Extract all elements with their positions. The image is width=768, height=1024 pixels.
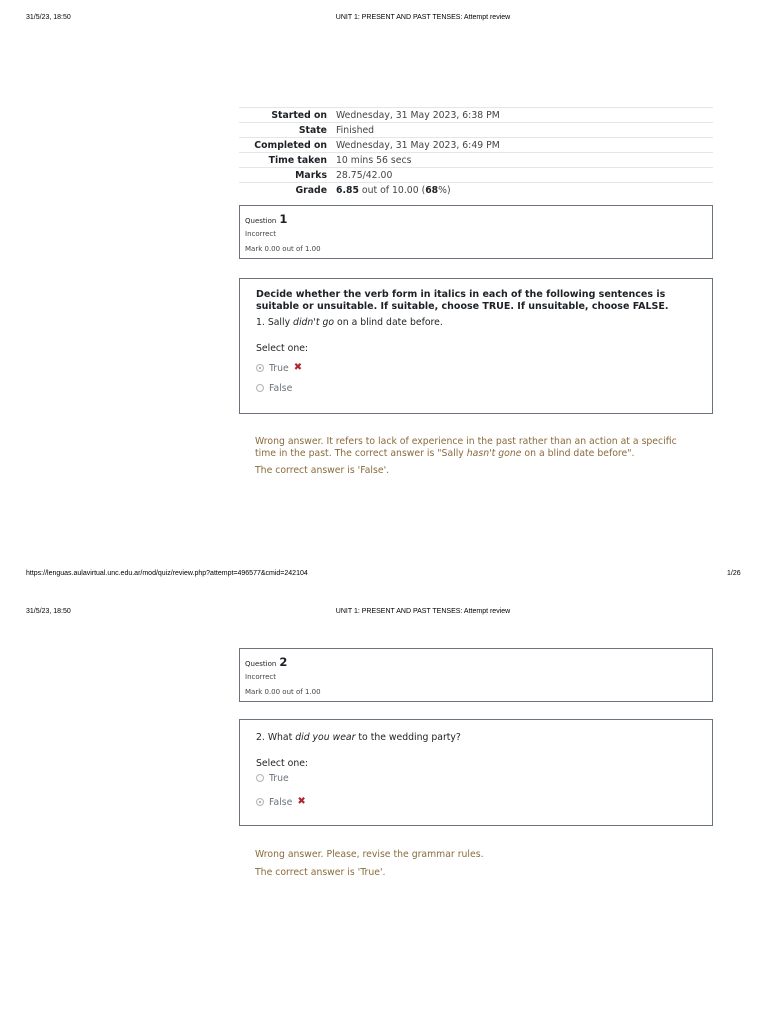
option-label: False xyxy=(269,382,293,394)
print-footer-url: https://lenguas.aulavirtual.unc.edu.ar/mod/quiz/review.php?attempt=496577&cmid=242104 xyxy=(26,570,308,577)
prompt-text: to the wedding party? xyxy=(355,732,461,743)
print-footer-page: 1/26 xyxy=(727,570,741,577)
question-prompt xyxy=(256,317,696,329)
summary-label: Marks xyxy=(295,169,327,181)
prompt-italic-verb: did you wear xyxy=(295,732,356,743)
summary-value: Finished xyxy=(336,124,375,136)
incorrect-x-icon: ✖ xyxy=(293,362,303,373)
incorrect-x-icon: ✖ xyxy=(297,796,306,807)
option-true[interactable] xyxy=(256,362,696,374)
question-2-content xyxy=(239,719,713,826)
option-label: False xyxy=(269,796,293,808)
option-label: True xyxy=(269,362,289,374)
radio-button-checked[interactable] xyxy=(256,798,264,806)
question-number-label xyxy=(245,212,707,226)
radio-button[interactable] xyxy=(256,774,264,782)
summary-label: Time taken xyxy=(268,154,327,166)
grade-score: 6.85 xyxy=(336,184,359,196)
question-1-info xyxy=(239,205,713,259)
summary-value: Wednesday, 31 May 2023, 6:49 PM xyxy=(336,139,500,151)
question-status: Incorrect xyxy=(245,673,277,681)
question-prompt xyxy=(256,732,696,744)
radio-button-checked[interactable] xyxy=(256,364,264,372)
question-number: 1 xyxy=(279,212,288,226)
feedback-text: Wrong answer. Please, revise the grammar rules. xyxy=(255,849,484,860)
feedback-text xyxy=(255,436,695,459)
select-one-label: Select one: xyxy=(256,758,309,769)
question-mark: Mark 0.00 out of 1.00 xyxy=(245,688,321,696)
summary-row-started-on xyxy=(239,108,713,123)
prompt-text: on a blind date before. xyxy=(334,317,443,328)
question-number-label xyxy=(245,655,707,669)
prompt-italic-verb: didn't go xyxy=(293,317,335,328)
print-header-title: UNIT 1: PRESENT AND PAST TENSES: Attempt review xyxy=(335,608,511,615)
print-header-datetime: 31/5/23, 18:50 xyxy=(26,14,71,21)
summary-row-state xyxy=(239,123,713,138)
summary-value: 10 mins 56 secs xyxy=(336,154,412,166)
grade-out-of: out of 10.00 ( xyxy=(358,184,426,196)
summary-row-grade xyxy=(239,183,713,197)
grade-value xyxy=(336,185,713,196)
option-true[interactable] xyxy=(256,772,696,784)
select-one-label: Select one: xyxy=(256,343,309,354)
summary-row-marks xyxy=(239,168,713,183)
feedback-part: on a blind date before". xyxy=(521,447,635,459)
question-status: Incorrect xyxy=(245,230,277,238)
question-2-info xyxy=(239,648,713,702)
print-header-datetime: 31/5/23, 18:50 xyxy=(26,608,71,615)
question-1-content xyxy=(239,278,713,414)
summary-label: Completed on xyxy=(254,139,327,151)
grade-percent: 68 xyxy=(425,184,439,196)
question-2-feedback xyxy=(255,849,695,878)
radio-button[interactable] xyxy=(256,384,264,392)
prompt-text: 1. Sally xyxy=(256,317,294,328)
summary-value: Wednesday, 31 May 2023, 6:38 PM xyxy=(336,109,500,121)
question-mark: Mark 0.00 out of 1.00 xyxy=(245,245,321,253)
summary-label: Grade xyxy=(295,184,327,196)
question-number: 2 xyxy=(279,655,288,669)
option-label: True xyxy=(269,772,289,784)
question-1-feedback xyxy=(255,436,695,477)
summary-row-time-taken xyxy=(239,153,713,168)
correct-answer-text: The correct answer is 'False'. xyxy=(255,465,390,476)
summary-label: Started on xyxy=(271,109,327,121)
print-header-title: UNIT 1: PRESENT AND PAST TENSES: Attempt review xyxy=(335,14,511,21)
feedback-part: Wrong answer. It refers to lack of experience in the past rather than an action at a specific time in the past. The correct answer is "Sally xyxy=(255,436,677,459)
summary-value: 28.75/42.00 xyxy=(336,169,393,181)
option-false[interactable] xyxy=(256,796,696,808)
option-false[interactable] xyxy=(256,382,696,394)
correct-answer-text: The correct answer is 'True'. xyxy=(255,866,386,878)
summary-label: State xyxy=(298,124,327,136)
feedback-italic: hasn't gone xyxy=(466,447,522,459)
question-instruction: Decide whether the verb form in italics in each of the following sentences is suitable or unsuitable. If suitable, choose TRUE. If unsuitable, choose FALSE. xyxy=(256,289,669,312)
question-label: Question xyxy=(245,217,277,225)
prompt-text: 2. What xyxy=(256,732,296,743)
grade-close: %) xyxy=(438,184,451,196)
summary-row-completed-on xyxy=(239,138,713,153)
question-label: Question xyxy=(245,660,277,668)
attempt-summary-table xyxy=(239,107,713,197)
